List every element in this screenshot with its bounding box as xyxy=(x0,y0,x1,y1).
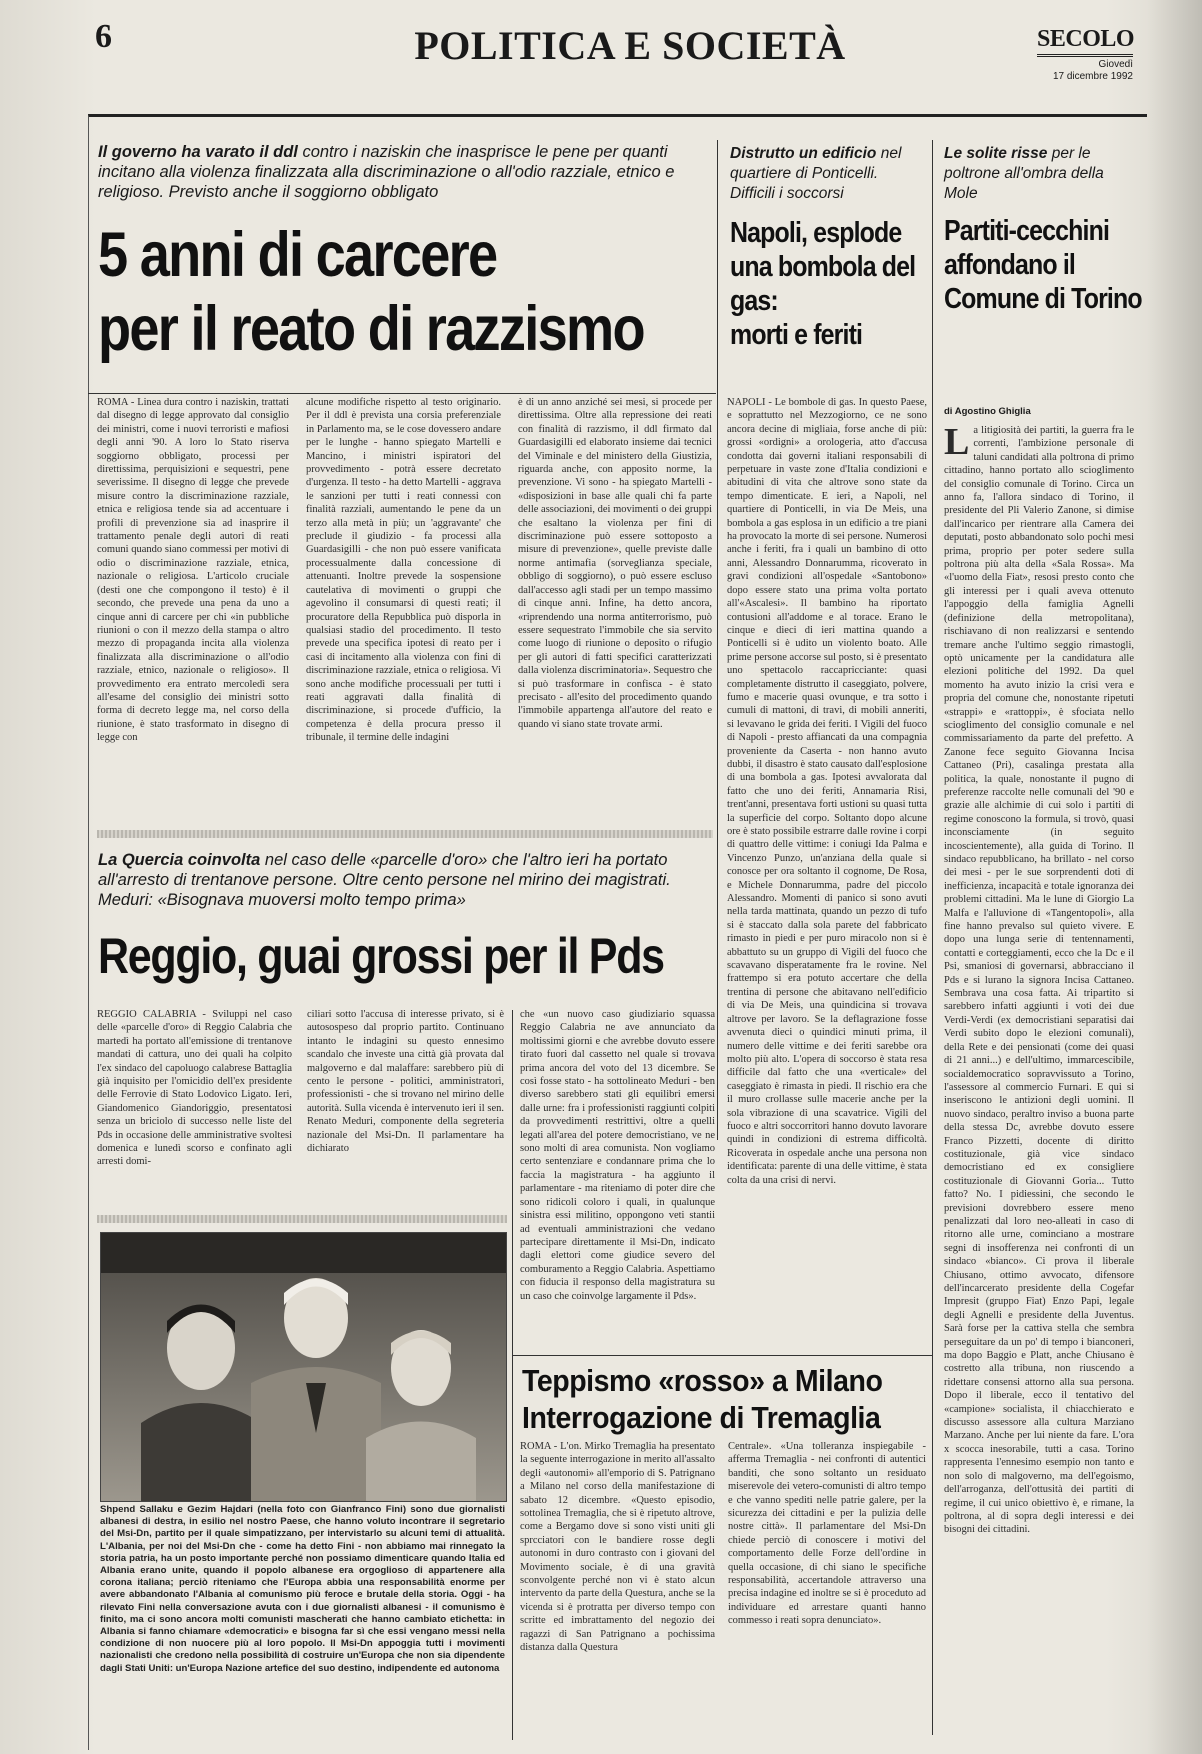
section-title: POLITICA E SOCIETÀ xyxy=(414,23,846,68)
column-rule xyxy=(512,1010,513,1740)
napoli-headline xyxy=(730,216,936,352)
torino-headline: Partiti-cecchini affondano il Comune di Torino xyxy=(944,215,1142,315)
issue-date: 17 dicembre 1992 xyxy=(1052,71,1133,82)
lead-column-1: ROMA - Linea dura contro i naziskin, trattati dal disegno di legge approvato dal consiglio dei ministri, come i nuovi terroristi e mafiosi degli anni '90. A loro lo Stato riserva soggiorno obbligato, processi per direttissima, perquisizioni e sequestri, pene severissime. Il disegno di legge che prevede misure contro la discriminazione razziale, etnica e religiosa tende sia ad accentuare i profili di prevenzione sia ad inasprire il trattamento penale degli autori di reati comuni quando siano commessi per motivi di odio o discriminazione razziale, etnica, nazionale o religiosa. L'articolo cruciale (desti one che compongono il testo) è il secondo, che prevede una pena da uno a cinque anni di carcere per chi «in pubbliche riunioni o con il mezzo della stampa o altro mezzo di propaganda incita alla violenza finalizzata alla discriminazione o all'odio razziale, etnico, nazionale o religioso». Il provvedimento era entrato mercoledì sera all'esame del consiglio dei ministri sotto forma di decreto legge ma, nel corso della riunione, è stato trasformato in disegno di legge con xyxy=(97,397,289,744)
torino-byline: di Agostino Ghiglia xyxy=(944,406,1031,417)
reggio-column-3: che «un nuovo caso giudiziario squassa Reggio Calabria ne ave annunciato da moltissimi giorni e che avrebbe dovuto essere tirato fuori dal cassetto nel quale si trovava prima ancora del voto del 13 dicembre. Se così fosse stato - ha sottolineato Meduri - ben diverso sarebbero stati gli equilibri emersi dalle urne: fra i professionisti raggiunti colpiti da provvedimenti restrittivi, oltre a quelli legati all'area del potere democristiano, ve ne sono molti di area comunista. Non vogliamo certo sentenziare e condannare prima che lo faccia la magistratura - ha aggiunto il parlamentare - ma riteniamo di poter dire che sono ridicoli coloro i quali, in qualunque sinistra essi militino, oppongono veti stantii ad eventuali amministrazioni che vedano partecipare direttamente il Msi-Dn, indicato dagli elettori come giudice severo del comburamento a Reggio Calabria. Aspettiamo con fiducia il responso della magistratura su un caso che coinvolge largamente il Pds». xyxy=(520,1009,715,1302)
photo-caption: Shpend Sallaku e Gezim Hajdari (nella foto con Gianfranco Fini) sono due giornalisti albanesi di destra, in esilio nel nostro Paese, che hanno voluto incontrare il segretario del Msi-Dn, partito per il quale simpatizzano, per intervistarlo su alcuni temi di attualità. L'Albania, per noi del Msi-Dn che - come ha detto Fini - non abbiamo mai rinnegato la storia patria, ha un posto importante perché non possiamo dimenticare quando Italia ed Albania erano unite, quando il popolo albanese era orgoglioso di appartenere alla corona italiana; perciò riteniamo che l'Europa abbia una responsabilità enorme per avere abbandonato l'Albania al comunismo più feroce e brutale della storia. Oggi - ha rilevato Fini nella conversazione avuta con i due giornalisti albanesi - il comunismo è finito, ma ci sono ancora molti comunisti mascherati che hanno cambiato etichetta: in Albania si fanno chiamare «democratici» e bisogna far sì che essi vengano messi nella condizione di non nuocere più al loro popolo. Il Msi-Dn appoggia tutti i movimenti nazionalisti che credono nella possibilità di costruire un'Europa che non sia dipendente dagli Stati Uniti: un'Europa Nazione artefice del suo destino, indipendente ed autonoma xyxy=(100,1504,505,1674)
napoli-headline-sub: morti e feriti xyxy=(730,319,863,351)
milano-headline-line2: Interrogazione di Tremaglia xyxy=(522,1400,881,1435)
milano-headline-line1: Teppismo «rosso» a Milano xyxy=(522,1363,883,1398)
newspaper-logo xyxy=(1037,26,1133,83)
lead-kicker: Il governo ha varato il ddl contro i naziskin che inasprisce le pene per quanti incitano alla violenza finalizzata alla discriminazione o all'odio razziale, etnico e religioso. Previsto anche il soggiorno obbligato xyxy=(98,143,675,201)
milano-column-1: ROMA - L'on. Mirko Tremaglia ha presentato la seguente interrogazione in merito all'assalto degli «autonomi» all'emporio di S. Patrignano a Milano nel corso della manifestazione di sabato 12 dicembre. «Questo episodio, sottolinea Tremaglia, che si è ripetuto altrove, come a Bergamo dove si sono visti uniti gli sprcciatori con le bandiere rosse degli autonomi in duro contrasto con i giovani del Movimento sociale, è di una gravità sconvolgente perché non vi è stato alcun intervento da parte della Questura, anche se la vicenda si è protratta per diverso tempo con scritte ed imbrattamento del negozio dei ragazzi di San Patrignano a pochissima distanza dalla Questura xyxy=(520,1441,715,1654)
lead-headline-line2: per il reato di razzismo xyxy=(98,294,644,364)
page-fold-shadow xyxy=(1147,0,1202,1754)
section-rule xyxy=(88,393,716,394)
lead-headline-line1: 5 anni di carcere xyxy=(98,220,497,290)
torino-dropcap: L xyxy=(944,424,970,463)
napoli-headline-main: Napoli, esplode una bombola del gas: xyxy=(730,217,916,317)
logo-text: SECOLO xyxy=(1037,26,1133,57)
column-rule xyxy=(932,140,933,1735)
torino-kicker: Le solite risse per le poltrone all'ombra della Mole xyxy=(944,145,1104,202)
news-photo xyxy=(100,1232,507,1502)
torino-body: La litigiosità dei partiti, la guerra fra le correnti, l'ambizione personale di taluni candidati alla poltrona di primo cittadino, hanno portato allo scioglimento del consiglio comunale di Torino. Circa un anno fa, l'allora sindaco di Torino, il presidente del Pli Valerio Zanone, si dimise dall'incarico per rientrare alla Camera dei deputati, posto abbandonato solo pochi mesi prima, proprio per poter sedere sulla poltrona più alta della «Sala Rossa». Ma «l'uomo della Fiat», resosi presto conto che gli interessi per i quali aveva ottenuto l'appoggio della famiglia Agnelli (definizione della metropolitana), rischiavano di non realizzarsi e sentendo tremare anche l'ultimo seggio rimastogli, optò unicamente per la candidatura alle elezioni politiche del 1992. Da quel momento ha avuto inizio la crisi vera e propria del comune che, nonostante ripetuti «strappi» e «rattoppi», è sfociata nello scioglimento del consiglio comunale e nel commissariamento da parte del prefetto. A Zanone fece seguito Giovanna Incisa Cattaneo (Pri), casalinga prestata alla politica, la quale, nonostante il pugno di preferenze raccolte nelle comunali del '90 e grazie alle alchimie di cui solo i partiti di regime conoscono la formula, si trovò, quasi inconsciamente (in seguito incoscientemente), alla guida di Torino. Il sindaco repubblicano, ha brillato - nel corso dei mesi - per le sue sorprendenti doti di inefficienza, incapacità e totale ignoranza dei problemi cittadini. Ma le lune di Giorgio La Malfa e l'alluvione di «Tangentopoli», alla fine hanno prevalso sul quieto vivere. E dopo una lunga serie di tentennamenti, contatti e corteggiamenti, ecco che la Dc e il Psi, smaniosi di governarsi, abbracciano il Pds e si lurano la signora Incisa Cattaneo. Sembrava una cosa fatta. Ai tripartito si sarebbero infatti aggiunti i voti dei due Verdi-Verdi (ex democristiani separatisi dai Verdi subito dopo le elezioni comunali), della Rete e dei pensionati (come dei quasi di 21 anni...) e dell'ultimo, immarcescibile, socialdemocratico sopravvissuto a Torino, l'assessore al commercio Furnari. E qui si inseriscono le antizioni degli uomini. Il nuovo sindaco, peraltro inviso a buona parte della stessa Dc, avrebbe dovuto essere Franco Pizzetti, docente di diritto costituzionale, già vice sindaco democristiano ed ex consigliere costituzionale di Giovanni Goria... Tutto fatto? No. I pidiessini, che secondo le previsioni dovrebbero essere meno penalizzati dal loro neo-alleati in caso di ritorno alle urne, cominciano a mostrare segni di insofferenza nei confronti di un sindaco «bianco». Ci prova il liberale Chiusano, ottimo avvocato, difensore dell'incarcerato presidente della Cogefar Impresit (gruppo Fiat) Enzo Papi, legale degli Agnelli e presidente della Juventus. Sarà forse per la cattiva stella che sembra perseguitare da un po' di tempo i bianconeri, ma dopo Baggio e Platt, anche Chiusano è costretto alla tribuna, non riuscendo a ridettare consensi attorno alla sua persona. Dopo il liberale, ecco il tentativo del «campione» socialista, il chiacchierato e discusso assessore alla cultura Marziano Marzano. Anche per lui niente da fare. L'ora x scocca inesorabile, tutti a casa. Torino rappresenta l'ennesimo esempio non tanto e non solo di malgoverno, ma dell'egoismo, dell'arroganza, dell'ottusità dei partiti di regime, il cui unico obiettivo è, e rimane, la poltrona, al di sopra degli interessi e dei bisogni dei cittadini. xyxy=(944,424,1134,1536)
lead-column-3: è di un anno anziché sei mesi, si procede per direttissima. Oltre alla repressione dei reati con finalità di razzismo, il ddl firmato dal Guardasigilli ed elaborato insieme dai tecnici del Viminale e del ministero della Giustizia, riguarda anche, con apposito norme, la prevenzione. Vi sono - ha spiegato Martelli - «disposizioni in base alle quali chi fa parte delle associazioni, dei movimenti o dei gruppi che esaltano la violenza per fini di discriminazione può essere sottoposto a misure di prevenzione», quelle previste dalle norme antimafia (sorveglianza speciale, obbligo di soggiorno), o può essere escluso dall'accesso agli stadi per un tempo massimo di cinque anni. Infine, ha detto ancora, «riprendendo una norma antiterrorismo, può essere sequestrato l'immobile che sia servito come luogo di riunione o deposito o rifugio per gli autori di fatti specifici caratterizzati dalla violenza discriminatoria». Sequestro che si può trasformare in confisca - è stato precisato - all'esito del procedimento quando l'immobile appartenga all'autore del reato e quando vi siano state trovate armi. xyxy=(518,397,712,730)
napoli-body: NAPOLI - Le bombole di gas. In questo Paese, e soprattutto nel Mezzogiorno, ce ne sono ancora decine di migliaia, forse anche di più: grossi «ordigni» a orologeria, atto d'accusa condotta dai governi italiani responsabili di perpetuare in vaste zone d'Italia condizioni e abitudini di vita che altrove sono state da tempo dimenticate. E ieri, a Napoli, nel quartiere di Ponticelli, in via De Meis, una bombola a gas esplosa in un edificio a tre piani ha provocato la morte di sei persone. Numerosi anche i feriti, fra i quali un bambino di otto anni, Alessandro Donnarumma, ricoverato in gravi condizioni all'ospedale «Santobono» dopo essere stato una prima volta portato all'«Ascalesi». Il bambino ha riportato contusioni all'addome e al torace. Erano le cinque e dieci di ieri mattina quando a Ponticelli si è udito un violento boato. Alle prime persone accorse sul posto, si è presentato uno spettacolo raccapricciante: quasi completamente distrutto il caseggiato, polvere, fumo e macerie quasi ovunque, e tra sotto i cumuli di mattoni, di travi, di mobili anneriti, si levavano le grida dei feriti. I Vigili del fuoco di Napoli - presto affiancati da una compagnia proveniente da Caserta - non hanno avuto dubbi, il disastro è stato causato dall'esplosione di una bombola a gas. Ipotesi avvalorata dal fatto che uno dei feriti, Annamaria Risi, trent'anni, presentava forti ustioni su quasi tutta la superficie del corpo. Soltanto dopo alcune ore è stato possibile estrarre dalle rovine i corpi di quattro delle vittime: i coniugi Ida Palma e Vincenzo Punzo, un'anziana della quale si conosce per ora soltanto il cognome, De Rosa, e Michele Donnarumma, padre del piccolo Alessandro. Momenti di panico si sono avuti nella tarda mattinata, quando un pezzo di tufo si è staccato dalla sola parete del fabbricato rimasto in piedi e per puro miracolo non si è abbattuto su un gruppo di Vigili del fuoco che scavavano disperatamente fra le rovine. Nel frattempo si era potuto accertare che della trentina di persone che abitavano nell'edificio di via De Meis, una quindicina si trovava altrove per lavoro. Se la deflagrazione fosse avvenuta dieci o quindici minuti prima, il numero delle vittime e dei feriti sarebbe ora molto più alto. L'opera di soccorso è stata resa difficile dal fatto che una «verticale» del caseggiato è rimasta in piedi. Il rischio era che il muro crollasse sulle macerie anche per la sola vibrazione di una scavatrice. Vigili del fuoco e altri soccorritori hanno dovuto lavorare quindi in condizioni di estrema difficoltà. Ricoverata in ospedale anche una persona non identificata: parente di una delle vittime, è stata colta da una crisi di nervi. xyxy=(727,397,927,1186)
page-number: 6 xyxy=(95,18,112,55)
section-divider-bar xyxy=(97,1215,507,1223)
reggio-column-2: ciliari sotto l'accusa di interesse privato, si è autosospeso dal proprio partito. Continuano intanto le indagini su questo ennesimo scandalo che investe una città già provata dal malgoverno e dal malaffare: sarebbero più di cento le persone - politici, amministratori, professionisti - che si trovano nel mirino delle autorità. Sulla vicenda è intervenuto ieri il sen. Renato Meduri, componente della segreteria nazionale del Msi-Dn. Il parlamentare ha dichiarato xyxy=(307,1009,504,1155)
photo-illustration xyxy=(101,1233,506,1501)
reggio-column-1: REGGIO CALABRIA - Sviluppi nel caso delle «parcelle d'oro» di Reggio Calabria che martedì ha portato all'emissione di trentanove mandati di cattura, uno dei quali ha colpito l'ex sindaco del capoluogo calabrese Battaglia già inquisito per l'omicidio dell'ex presidente delle Ferrovie di Stato Lodovico Ligato. Ieri, Giandomenico Giandoriggio, presentatosi senza un briciolo di successo nelle liste del Pds in occasione delle amministrative svoltesi domenica e lunedì scorso e confinato agli arresti domi- xyxy=(97,1009,292,1168)
milano-column-2: Centrale». «Una tolleranza inspiegabile - afferma Tremaglia - nei confronti di autentici banditi, che sono soltanto un residuato miserevole dei vetero-comunisti di altro tempo e che vanno spediti nelle patrie galere, per la sicurezza dei cittadini e per la pulizia delle nostre città». Il parlamentare del Msi-Dn chiede perciò di conoscere i motivi del comportamento delle Forze dell'ordine in quella occasione, di chi siano le specifiche responsabilità, accertandole attraverso una precisa indagine ed inoltre se si è proceduto ad individuare ed arrestare quanti hanno commesso i reati sopra denunciato». xyxy=(728,1441,926,1627)
napoli-kicker: Distrutto un edificio nel quartiere di Ponticelli. Difficili i soccorsi xyxy=(730,145,902,202)
reggio-headline: Reggio, guai grossi per il Pds xyxy=(98,928,664,984)
milano-headline xyxy=(522,1362,936,1436)
lead-headline xyxy=(98,218,717,366)
section-divider-bar xyxy=(97,830,713,838)
lead-column-2: alcune modifiche rispetto al testo originario. Per il ddl è prevista una corsia preferenziale in Parlamento ma, se le cose dovessero andare per le lunghe - hanno spiegato Martelli e Mancino, i ministri ispiratori del provvedimento - potrà essere decretato d'urgenza. Il testo - ha detto Martelli - aggrava le sanzioni per tutti i reati connessi con finalità razziali, aumentando le pene da un terzo alla metà in più; un 'aggravante' che preclude il giudizio - fa processi alla Guardasigilli - che non può essere vanificata processualmente dalla concessione di attenuanti. Inoltre prevede la sospensione cautelativa di movimenti o gruppi che agevolino il consumarsi di questi reati; il procuratore della Repubblica può disporla in qualsiasi stadio del procedimento. Il testo prevede una specifica ipotesi di reato per i casi di incitamento alla violenza con fini di discriminazione razziale, etnica o religiosa. Vi sono anche modifiche processuali per tutti i reati aggravati dalla finalità di discriminazione, si procede d'ufficio, la competenza è della procura presso il tribunale, il termine delle indagini xyxy=(306,397,501,744)
issue-day: Giovedì xyxy=(1098,59,1133,70)
reggio-kicker: La Quercia coinvolta nel caso delle «parcelle d'oro» che l'altro ieri ha portato all'arresto di trentanove persone. Oltre cento persone nel mirino dei magistrati. Meduri: «Bisognava muoversi molto tempo prima» xyxy=(98,851,671,909)
